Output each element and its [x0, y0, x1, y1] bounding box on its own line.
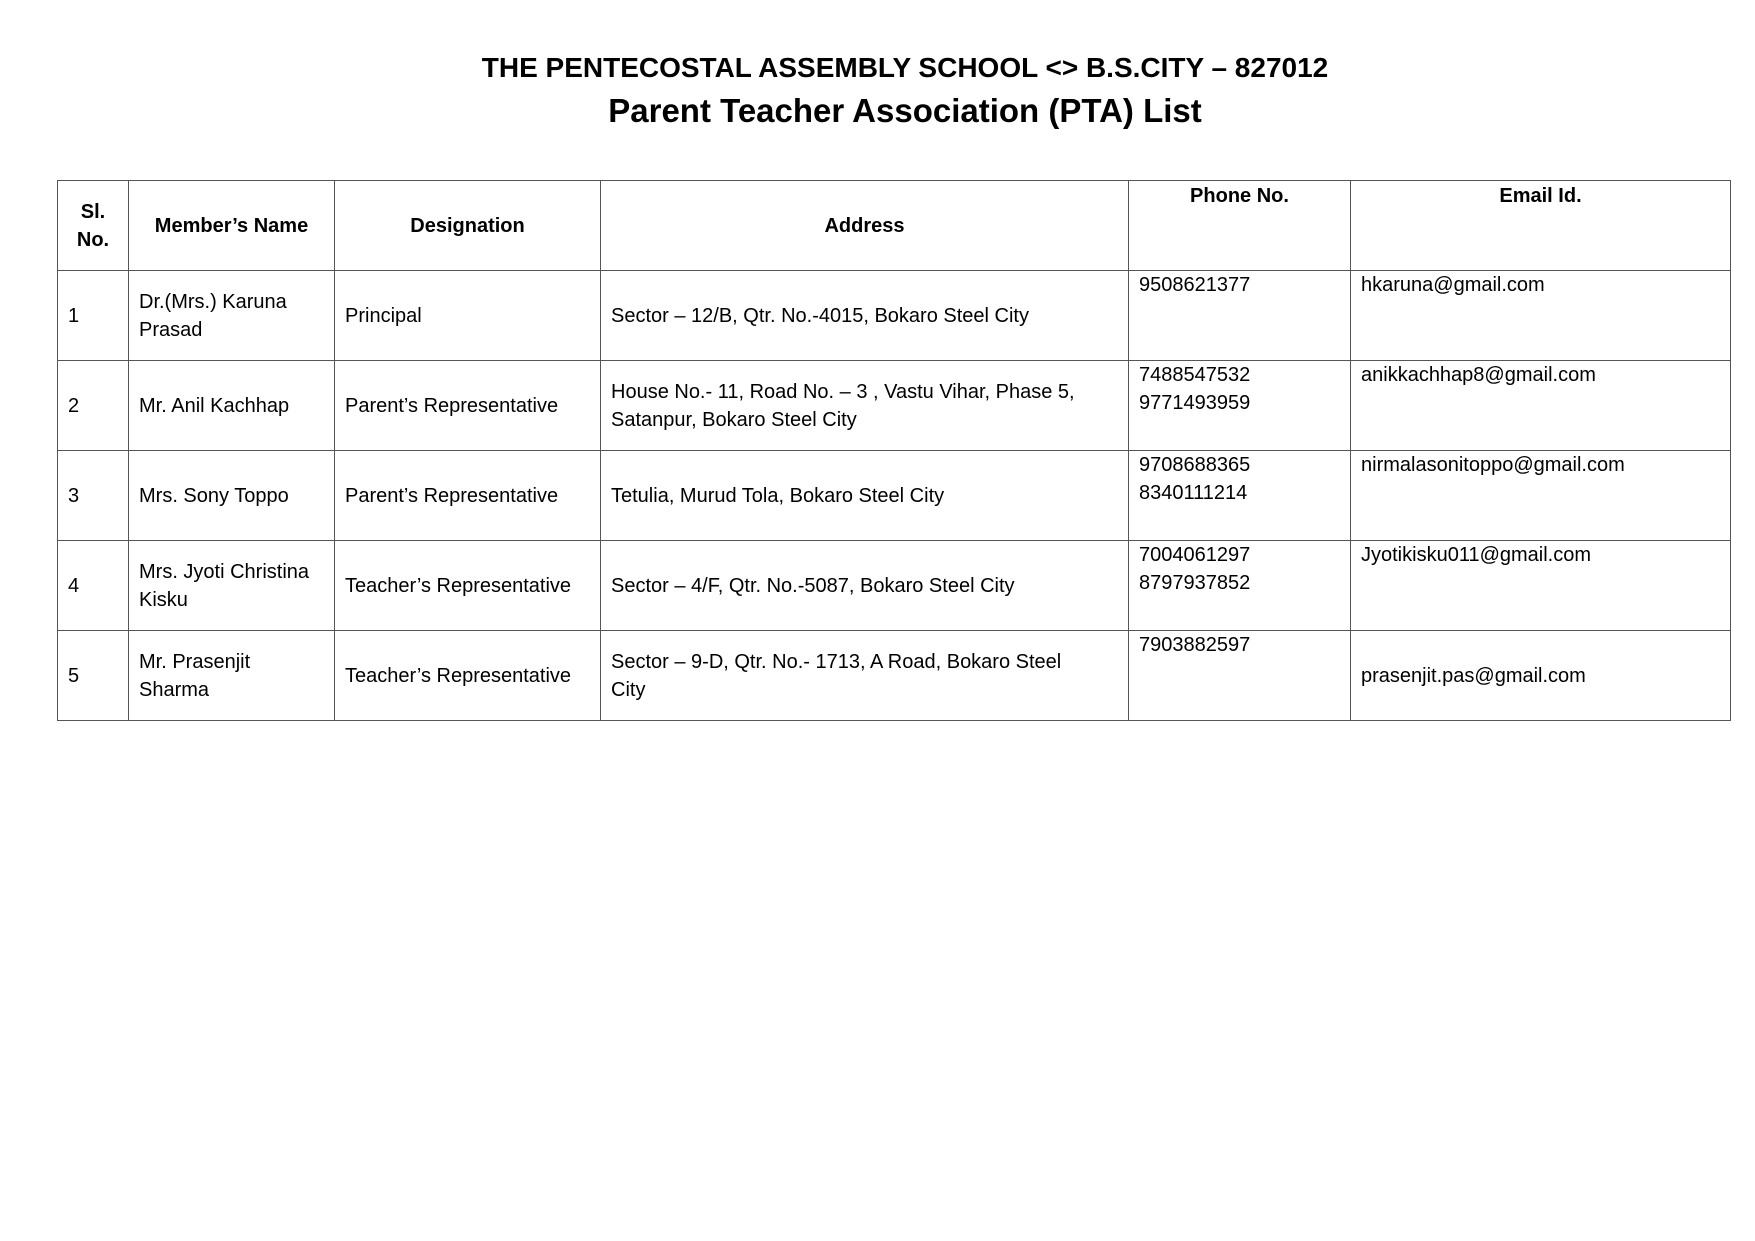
cell-sl-no: 2 [58, 361, 129, 451]
table-row [58, 451, 1731, 541]
address-line1: Tetulia, Murud Tola, Bokaro Steel City [611, 484, 945, 507]
cell-member-name [129, 271, 335, 361]
cell-designation: Principal [335, 271, 601, 361]
cell-address [601, 631, 1129, 721]
member-name-line2: Sharma [139, 678, 210, 701]
cell-email: Jyotikisku011@gmail.com [1351, 541, 1731, 631]
member-name-line1: Mrs. Sony Toppo [139, 484, 289, 507]
cell-member-name [129, 361, 335, 451]
column-header-name: Member’s Name [129, 181, 335, 271]
cell-sl-no: 4 [58, 541, 129, 631]
cell-phone [1129, 541, 1351, 631]
member-name-line2: Prasad [139, 318, 203, 341]
table-row [58, 361, 1731, 451]
column-header-sl-line1: Sl. [80, 200, 106, 223]
cell-sl-no: 1 [58, 271, 129, 361]
page-title: Parent Teacher Association (PTA) List [608, 92, 1202, 129]
cell-designation: Teacher’s Representative [335, 541, 601, 631]
column-header-sl-line2: No. [76, 228, 110, 251]
member-name-line1: Dr.(Mrs.) Karuna [139, 290, 287, 313]
cell-member-name [129, 451, 335, 541]
member-name-line1: Mr. Anil Kachhap [139, 394, 290, 417]
column-header-designation: Designation [335, 181, 601, 271]
cell-address [601, 451, 1129, 541]
cell-email: anikkachhap8@gmail.com [1351, 361, 1731, 451]
phone-line2: 9771493959 [1139, 392, 1251, 414]
member-name-line1: Mrs. Jyoti Christina [139, 560, 310, 583]
cell-designation: Teacher’s Representative [335, 631, 601, 721]
phone-line1: 7004061297 [1139, 544, 1251, 566]
address-line1: Sector – 9-D, Qtr. No.- 1713, A Road, Bokaro Steel [611, 650, 1062, 673]
address-line1: House No.- 11, Road No. – 3 , Vastu Vihar, Phase 5, [611, 380, 1075, 403]
cell-address [601, 541, 1129, 631]
table-header-row [58, 181, 1731, 271]
cell-sl-no: 3 [58, 451, 129, 541]
column-header-address: Address [601, 181, 1129, 271]
address-line1: Sector – 12/B, Qtr. No.-4015, Bokaro Steel City [611, 304, 1029, 327]
cell-phone [1129, 271, 1351, 361]
address-line1: Sector – 4/F, Qtr. No.-5087, Bokaro Steel City [611, 574, 1015, 597]
cell-email: prasenjit.pas@gmail.com [1351, 631, 1731, 721]
cell-member-name [129, 541, 335, 631]
column-header-email: Email Id. [1351, 181, 1731, 271]
school-title: THE PENTECOSTAL ASSEMBLY SCHOOL <> B.S.CITY – 827012 [481, 52, 1329, 83]
cell-email: hkaruna@gmail.com [1351, 271, 1731, 361]
cell-sl-no: 5 [58, 631, 129, 721]
address-line2: City [611, 678, 646, 701]
phone-line1: 9508621377 [1139, 274, 1251, 296]
cell-address [601, 271, 1129, 361]
cell-phone [1129, 631, 1351, 721]
address-line2: Satanpur, Bokaro Steel City [611, 408, 857, 431]
phone-line1: 7903882597 [1139, 634, 1251, 656]
cell-phone [1129, 361, 1351, 451]
document-header [0, 48, 1755, 134]
member-name-line1: Mr. Prasenjit [139, 650, 251, 673]
table-row [58, 541, 1731, 631]
cell-member-name [129, 631, 335, 721]
column-header-phone: Phone No. [1129, 181, 1351, 271]
cell-address [601, 361, 1129, 451]
cell-designation: Parent’s Representative [335, 361, 601, 451]
table-row [58, 271, 1731, 361]
pta-table [57, 180, 1731, 721]
phone-line2: 8340111214 [1139, 482, 1248, 504]
table-row [58, 631, 1731, 721]
cell-phone [1129, 451, 1351, 541]
cell-email: nirmalasonitoppo@gmail.com [1351, 451, 1731, 541]
phone-line1: 9708688365 [1139, 454, 1251, 476]
member-name-line2: Kisku [139, 588, 188, 611]
phone-line1: 7488547532 [1139, 364, 1251, 386]
column-header-sl-no [58, 181, 129, 271]
cell-designation: Parent’s Representative [335, 451, 601, 541]
phone-line2: 8797937852 [1139, 572, 1251, 594]
